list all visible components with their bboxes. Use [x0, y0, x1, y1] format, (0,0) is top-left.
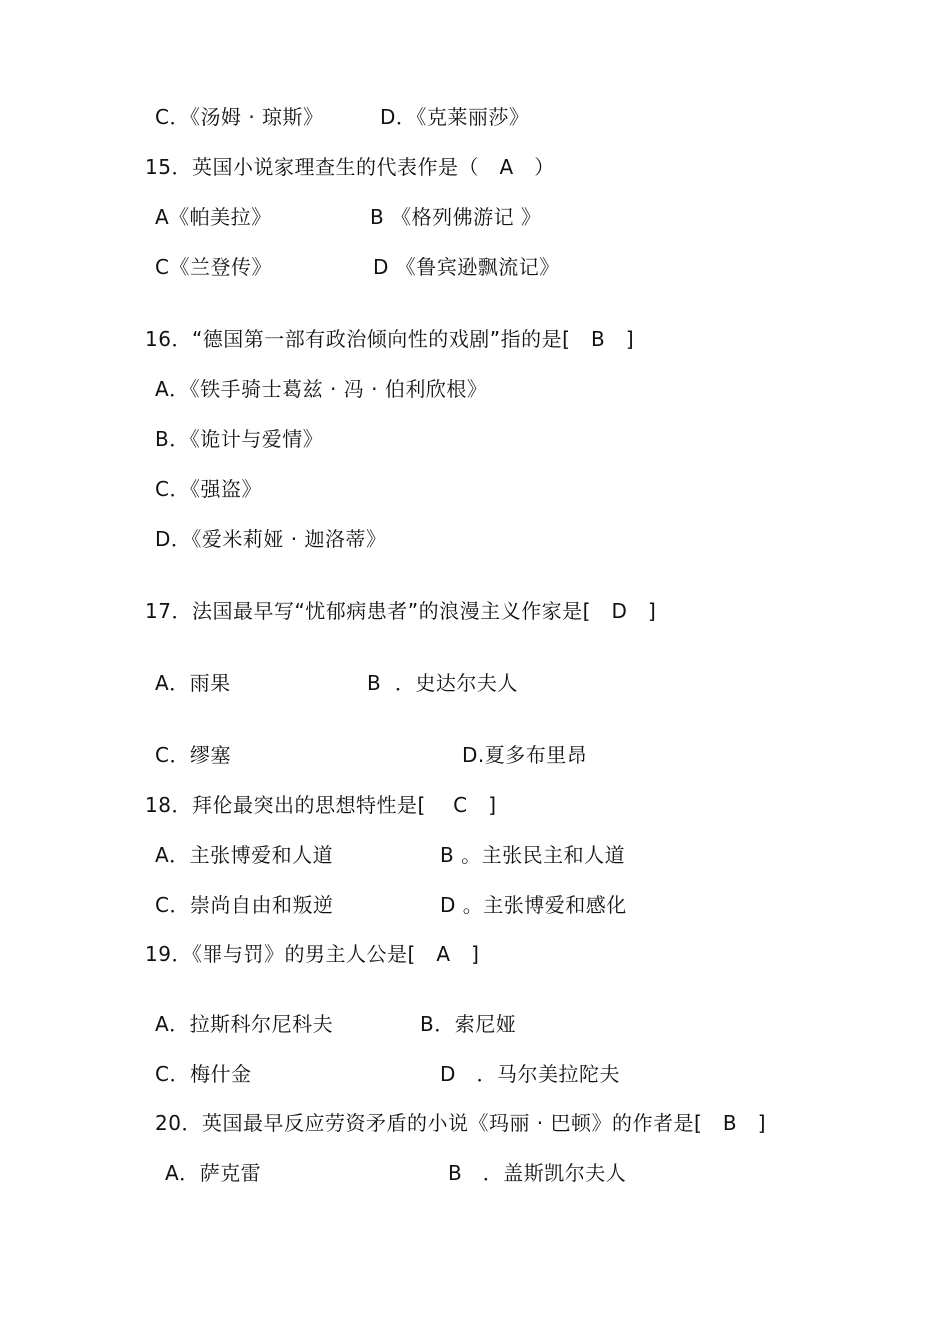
- q19-stem: 19．《罪与罚》的男主人公是[ A ]: [145, 942, 480, 966]
- q17-option-a: A．雨果: [155, 671, 231, 695]
- q19-option-d: D ．马尔美拉陀夫: [440, 1062, 620, 1086]
- q17-option-b: B ．史达尔夫人: [367, 671, 518, 695]
- q15-option-b: B 《格列佛游记 》: [370, 205, 542, 229]
- q15-option-a: A《帕美拉》: [155, 205, 272, 229]
- q19-option-b: B．索尼娅: [420, 1012, 517, 1036]
- q20-stem: 20．英国最早反应劳资矛盾的小说《玛丽 · 巴顿》的作者是[ B ]: [155, 1111, 766, 1135]
- q14-option-d: D．《克莱丽莎》: [380, 105, 530, 129]
- q18-option-c: C．崇尚自由和叛逆: [155, 893, 334, 917]
- q17-stem: 17．法国最早写“忧郁病患者”的浪漫主义作家是[ D ]: [145, 599, 657, 623]
- q20-option-a: A．萨克雷: [165, 1161, 262, 1185]
- q17-option-c: C．缪塞: [155, 743, 231, 767]
- q16-stem: 16．“德国第一部有政治倾向性的戏剧”指的是[ B ]: [145, 327, 635, 351]
- q14-option-c: C．《汤姆 · 琼斯》: [155, 105, 324, 129]
- q15-option-c: C《兰登传》: [155, 255, 272, 279]
- q16-option-b: B．《诡计与爱情》: [155, 427, 324, 451]
- q18-stem: 18．拜伦最突出的思想特性是[ C ]: [145, 793, 497, 817]
- q18-option-d: D 。主张博爱和感化: [440, 893, 627, 917]
- q19-option-a: A．拉斯科尔尼科夫: [155, 1012, 334, 1036]
- q19-option-c: C．梅什金: [155, 1062, 252, 1086]
- q15-option-d: D 《鲁宾逊飘流记》: [373, 255, 560, 279]
- q20-option-b: B ．盖斯凯尔夫人: [448, 1161, 627, 1185]
- q18-option-b: B 。主张民主和人道: [440, 843, 626, 867]
- q16-option-a: A．《铁手骑士葛兹 · 冯 · 伯利欣根》: [155, 377, 488, 401]
- q16-option-c: C．《强盗》: [155, 477, 262, 501]
- q18-option-a: A．主张博爱和人道: [155, 843, 334, 867]
- q15-stem: 15．英国小说家理查生的代表作是（ A ）: [145, 155, 555, 179]
- q17-option-d: D.夏多布里昂: [462, 743, 588, 767]
- q16-option-d: D．《爱米莉娅 · 迦洛蒂》: [155, 527, 387, 551]
